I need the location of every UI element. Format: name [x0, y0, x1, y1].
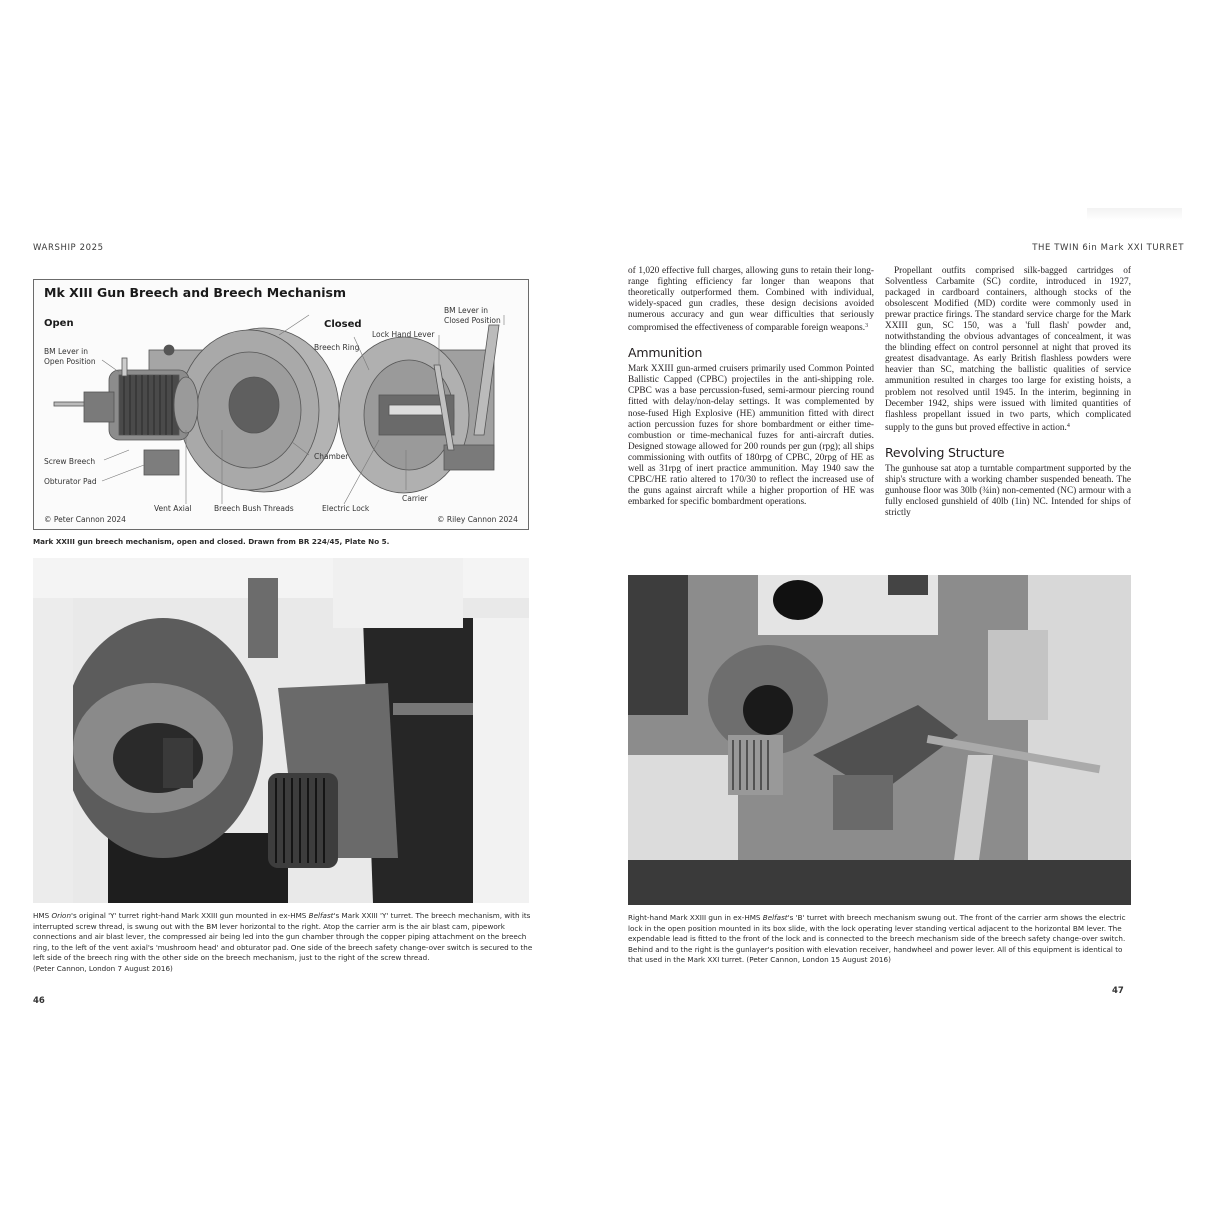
label-electric-lock: Electric Lock [322, 504, 370, 513]
page-number-right: 47 [1112, 986, 1124, 996]
col1-paragraph-1: of 1,020 effective full charges, allowing guns to retain their long-range fighting efficiency far longer than weapons that theoretically outperformed them. Combined with individual, widely-spaced gun cradles, these design decisions avoided numerous accuracy and gun wear difficulties that seriously compromised the effectiveness of comparable foreign weapons.$^3$ [628, 266, 874, 334]
label-breech-bush-threads: Breech Bush Threads [214, 504, 294, 513]
label-screw-breech: Screw Breech [44, 457, 96, 466]
label-bm-lever-closed: BM Lever in Closed Position [444, 306, 501, 325]
label-obturator-pad: Obturator Pad [44, 477, 97, 486]
photo-belfast-breech [628, 575, 1131, 905]
diagram-title: Mk XIII Gun Breech and Breech Mechanism [44, 285, 347, 300]
label-chamber: Chamber [314, 452, 349, 461]
diagram-open-label: Open [44, 318, 74, 329]
credit-riley-cannon: © Riley Cannon 2024 [437, 515, 518, 524]
right-page [607, 0, 1214, 1214]
col1-paragraph-2: Mark XXIII gun-armed cruisers primarily used Common Pointed Ballistic Capped (CPBC) projectiles in the anti-shipping role. CPBC was a base percussion-fused, semi-armour piercing round fitted with delay/non-delay settings. It was complemented by nose-fused High Explosive (HE) ammunition fitted with direct action percussion fuzes for shore bombardment or either time-combustion or time-mechanical fuzes for anti-aircraft duties. Designed stowage allowed for 200 rounds per gun (rpg); all ships commissioning with outfits of 180rpg of CPBC, 20rpg of HE as well as 31rpg of inert practice ammunition. May 1940 saw the CPBC/HE ratio altered to 170/30 to reflect the increased use of the guns against aircraft while a higher proportion of HE was embarked for specific bombardment operations. [628, 364, 874, 507]
text-column-1 [628, 266, 874, 508]
label-vent-axial: Vent Axial [154, 504, 192, 513]
breech-photo-left [33, 558, 529, 903]
running-head-left: WARSHIP 2025 [33, 243, 104, 253]
running-head-right: THE TWIN 6in Mark XXI TURRET [1032, 243, 1184, 253]
breech-diagram [33, 279, 529, 530]
diagram-closed-label: Closed [324, 319, 362, 330]
label-carrier: Carrier [402, 494, 428, 503]
label-bm-lever-open: BM Lever in Open Position [44, 347, 96, 366]
text-column-2 [885, 266, 1131, 519]
col2-paragraph-1: Propellant outfits comprised silk-bagged cartridges of Solventless Carbamite (SC) cordite, introduced in 1927, packaged in cardboard containers, although stocks of the obsolescent Modified (MD) cordite were commonly used in prewar practice firings. The standard service charge for the Mark XXIII gun, SC 150, was a 'full flash' powder and, notwithstanding the obvious advantages of concealment, it was the blinding effect on control personnel at night that proved its greatest disadvantage. As early British flashless powders were heavier than SC, matching the ballistic qualities of service ammunition resulted in charges too large for existing hoists, a problem not resolved until 1945. In the interim, beginning in December 1942, ships were issued with limited quantities of flashless propellant issued in two parts, which complicated supply to the guns but proved effective in action.$^4$ [885, 266, 1131, 433]
label-lock-hand-lever: Lock Hand Lever [372, 330, 435, 339]
photo-credit-left: (Peter Cannon, London 7 August 2016) [33, 963, 173, 973]
heading-revolving-structure: Revolving Structure [885, 444, 1005, 460]
photo-caption-right: Right-hand Mark XXIII gun in ex-HMS Belfast's 'B' turret with breech mechanism swung out. The front of the carrier arm shows the electric lock in the open position mounted in its box slide, with the lock operating lever standing vertical adjacent to the horizontal BM lever. The expendable lead is fitted to the front of the lock and is connected to the breech mechanism side of the breech safety change-over switch. Behind and to the right is the gunlayer's position with elevation receiver, handwheel and power lever. All of this equipment is identical to that used in the Mark XXI turret. (Peter Cannon, London 15 August 2016) [628, 913, 1126, 965]
page-number-left: 46 [33, 996, 45, 1006]
col2-paragraph-2: The gunhouse sat atop a turntable compartment supported by the ship's structure with a working chamber suspended beneath. The gunhouse floor was 30lb (¾in) non-cemented (NC) armour with a fully enclosed gunshield of 40lb (1in) NC. Intended for ships of strictly [885, 463, 1131, 518]
label-breech-ring: Breech Ring [314, 343, 360, 352]
photo-orion-breech [33, 558, 529, 903]
heading-ammunition: Ammunition [628, 345, 703, 361]
photo-caption-left: HMS Orion's original 'Y' turret right-hand Mark XXIII gun mounted in ex-HMS Belfast's Mark XXIII 'Y' turret. The breech mechanism, with its interrupted screw thread, is swung out with the BM lever horizontal to the right. Atop the carrier arm is the air blast cam, pipework connections and air blast lever, the compressed air being led into the gun chamber through the copper piping attachment on the breech ring, to the left of the vent axial's 'mushroom head' and obturator pad. One side of the breech safety change-over switch is secured to the left side of the breech ring with the other side on the breech mechanism, just to the right of the screw thread. (Peter Cannon, London 7 August 2016) [33, 911, 533, 973]
diagram-caption: Mark XXIII gun breech mechanism, open and closed. Drawn from BR 224/45, Plate No 5. [33, 537, 390, 546]
page-edge-shadow [1087, 208, 1182, 220]
credit-peter-cannon: © Peter Cannon 2024 [44, 515, 126, 524]
breech-photo-right [628, 575, 1131, 905]
